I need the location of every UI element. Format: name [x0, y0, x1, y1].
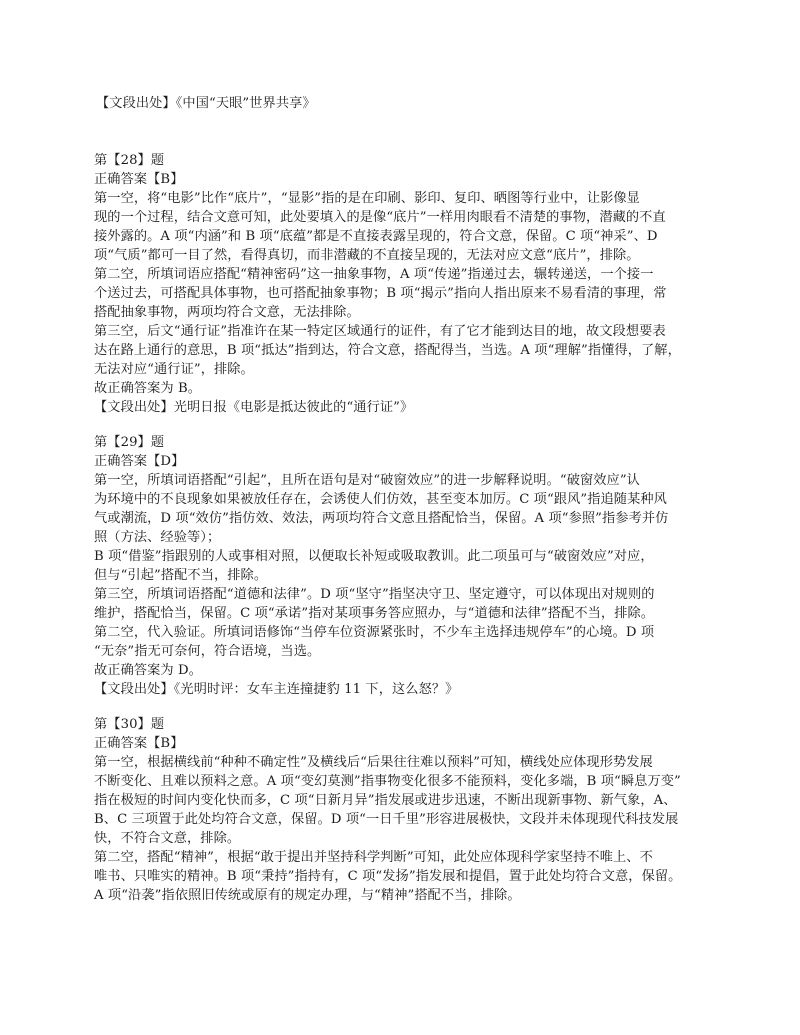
explanation-line: 第一空，所填词语搭配“引起”，且所在语句是对“破窗效应”的进一步解释说明。“破窗效应”认: [94, 473, 640, 488]
explanation-line: 快，不符合文意，排除。: [94, 831, 241, 846]
final-answer-line: 故正确答案为 D。: [94, 663, 202, 678]
explanation-line: 个送过去，可搭配具体事物，也可搭配抽象事物；B 项“揭示”指向人指出原来不易看清的事理，常: [94, 286, 667, 301]
explanation-line: B、C 三项置于此处均符合文意，保留。D 项“一日千里”形容进展极快，文段并未体现现代科技发展: [94, 812, 679, 827]
question-heading: 第【28】题: [94, 153, 165, 168]
explanation-line: 第二空，代入验证。所填词语修饰“当停车位资源紧张时，不少车主选择违规停车”的心境。D 项: [94, 625, 655, 640]
explanation-line: 第三空，后文“通行证”指准许在某一特定区域通行的证件，有了它才能到达目的地，故文段想要表: [94, 324, 666, 339]
explanation-line: 但与“引起”搭配不当，排除。: [94, 568, 268, 583]
correct-answer: 正确答案【D】: [94, 454, 185, 469]
explanation-line: 照（方法、经验等）；: [94, 530, 221, 545]
explanation-line: 项“气质”都可一目了然，看得真切，而非潜藏的不直接呈现的，无法对应文意“底片”，排除。: [94, 248, 640, 263]
explanation-line: 达在路上通行的意思，B 项“抵达”指到达，符合文意，搭配得当，当选。A 项“理解”指懂得，了解，: [94, 343, 681, 358]
source-citation: 【文段出处】光明日报《电影是抵达彼此的“通行证”》: [94, 400, 414, 415]
explanation-line: 无法对应“通行证”，排除。: [94, 362, 254, 377]
explanation-line: 第一空，将“电影”比作“底片”，“显影”指的是在印刷、影印、复印、晒图等行业中，让影像显: [94, 191, 640, 206]
question-heading: 第【29】题: [94, 435, 165, 450]
explanation-line: 第三空，所填词语搭配“道德和法律”。D 项“坚守”指坚决守卫、坚定遵守，可以体现出对规则的: [94, 587, 655, 602]
explanation-line: 不断变化、且难以预料之意。A 项“变幻莫测”指事物变化很多不能预料，变化多端，B 项“瞬息万变”: [94, 774, 681, 789]
correct-answer: 正确答案【B】: [94, 172, 184, 187]
explanation-line: 现的一个过程，结合文意可知，此处要填入的是像“底片”一样用肉眼看不清楚的事物，潜藏的不直: [94, 210, 666, 225]
final-answer-line: 故正确答案为 B。: [94, 381, 202, 396]
explanation-line: 第二空，搭配“精神”，根据“敢于提出并坚持科学判断”可知，此处应体现科学家坚持不唯上、不: [94, 850, 653, 865]
explanation-line: 第二空，所填词语应搭配“精神密码”这一抽象事物，A 项“传递”指递过去，辗转递送，一个接一: [94, 267, 654, 282]
explanation-line: 第一空，根据横线前“种种不确定性”及横线后“后果往往难以预料”可知，横线处应体现形势发展: [94, 755, 653, 770]
explanation-line: 唯书、只唯实的精神。B 项“秉持”指持有，C 项“发扬”指发展和提倡，置于此处均符合文意，保留。: [94, 869, 682, 884]
explanation-line: 搭配抽象事物，两项均符合文意，无法排除。: [94, 305, 360, 320]
explanation-line: 接外露的。A 项“内涵”和 B 项“底蕴”都是不直接表露呈现的，符合文意，保留。C 项“神采”、D: [94, 229, 658, 244]
explanation-line: “无奈”指无可奈何，符合语境，当选。: [94, 644, 321, 659]
top-source-citation: 【文段出处】《中国“天眼”世界共享》: [96, 96, 316, 111]
explanation-line: 气或潮流，D 项“效仿”指仿效、效法，两项均符合文意且搭配恰当，保留。A 项“参照”指参考并仿: [94, 511, 669, 526]
explanation-line: 维护，搭配恰当，保留。C 项“承诺”指对某项事务答应照办，与“道德和法律”搭配不当，排除。: [94, 606, 655, 621]
explanation-line: 指在极短的时间内变化快而多，C 项“日新月异”指发展或进步迅速，不断出现新事物、新气象，A、: [94, 793, 677, 808]
question-heading: 第【30】题: [94, 717, 165, 732]
explanation-line: A 项“沿袭”指依照旧传统或原有的规定办理，与“精神”搭配不当，排除。: [94, 888, 521, 903]
explanation-line: B 项“借鉴”指跟别的人或事相对照，以便取长补短或吸取教训。此二项虽可与“破窗效应”对应，: [94, 549, 654, 564]
explanation-line: 为环境中的不良现象如果被放任存在，会诱使人们仿效，甚至变本加厉。C 项“跟风”指追随某种风: [94, 492, 667, 507]
source-citation: 【文段出处】《光明时评：女车主连撞捷豹 11 下，这么怒？》: [94, 682, 459, 697]
correct-answer: 正确答案【B】: [94, 736, 184, 751]
